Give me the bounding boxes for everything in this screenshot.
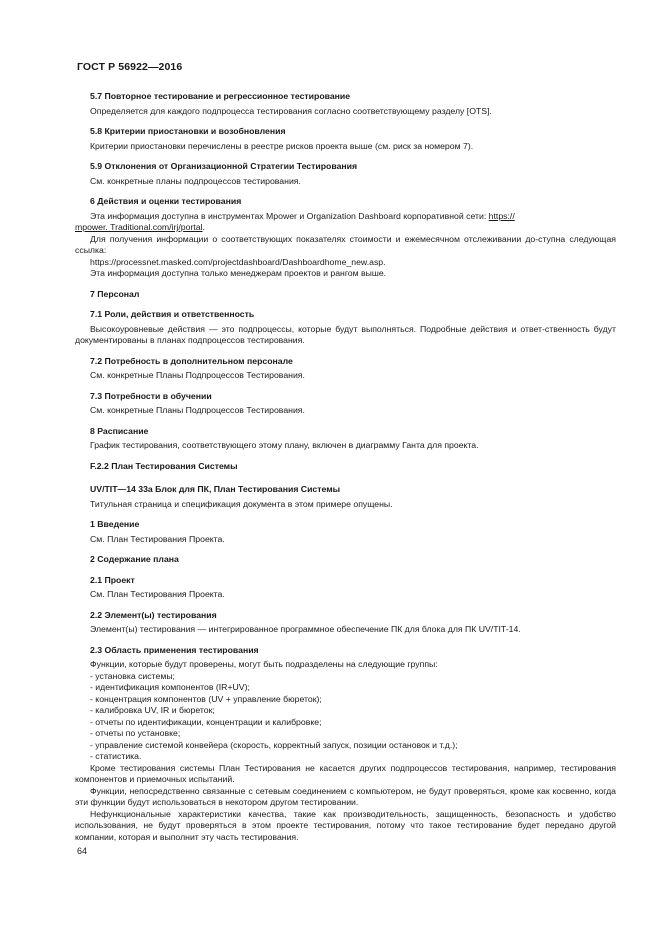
paragraph-2-3-p3-text: Нефункциональные характеристики качества, такие как производительность, защищенность, безопасность и удобство использования, не будут проверяться в этом проекте тестирования, потому что такое тестирование будет передано другой компании, которая и выполнит эту часть тестирования. (75, 808, 616, 842)
paragraph-7-2: См. конкретные Планы Подпроцессов Тестирования. (90, 370, 305, 380)
heading-2-1: 2.1 Проект (90, 574, 135, 585)
heading-2: 2 Содержание плана (90, 554, 179, 564)
paragraph-5-9: См. конкретные планы подпроцессов тестирования. (90, 175, 301, 186)
heading-7-2: 7.2 Потребность в дополнительном персонале (90, 355, 293, 366)
heading-uv-tit: UV/TIT—14 33a Блок для ПК, План Тестирования Системы (90, 484, 341, 494)
document-header: ГОСТ Р 56922—2016 (77, 61, 183, 73)
paragraph-6-2-text: Для получения информации о соответствующих показателях стоимости и ежемесячном отслеживании до-ступна следующая ссылка: (75, 233, 616, 255)
paragraph-8: График тестирования, соответствующего этому плану, включен в диаграмму Ганта для проекта. (90, 440, 479, 450)
paragraph-7-1-text: Высокоуровневые действия — это подпроцессы, которые будут выполняться. Подробные действия и ответ-ственность будут документированы в планах подпроцессов тестирования. (75, 323, 616, 345)
heading-5-9: 5.9 Отклонения от Организационной Стратегии Тестирования (90, 161, 358, 171)
paragraph-7-1 (75, 324, 616, 347)
paragraph-2-3-p1-text: Кроме тестирования системы План Тестирования не касается других подпроцессов тестирования, например, тестирования компонентов и приемочных испытаний. (75, 762, 616, 784)
list-item: - концентрация компонентов (UV + управление бюреток); (90, 693, 322, 704)
heading-7-1: 7.1 Роли, действия и ответственность (90, 309, 255, 319)
list-item: - управление системой конвейера (скорость, корректный запуск, позиции остановок и т.д.); (90, 739, 458, 750)
heading-2-2: 2.2 Элемент(ы) тестирования (90, 609, 217, 620)
list-item: - калибровка UV, IR и бюреток; (90, 705, 215, 715)
heading-5-7: 5.7 Повторное тестирование и регрессионное тестирование (90, 91, 351, 101)
paragraph-uv-tit: Титульная страница и спецификация документа в этом примере опущены. (90, 498, 393, 509)
list-item: - отчеты по установке; (90, 728, 181, 738)
paragraph-6-1-text: Эта информация доступна в инструментах Mpower и Organization Dashboard корпоративной сети: (90, 210, 489, 221)
heading-2-3: 2.3 Область применения тестирования (90, 644, 259, 655)
heading-6: 6 Действия и оценки тестирования (90, 196, 242, 206)
paragraph-2-3-p1 (75, 763, 616, 786)
paragraph-6-1-end: . (202, 222, 205, 232)
paragraph-6-3: https://processnet.masked.com/projectdashboard/Dashboardhome_new.asp. (90, 256, 386, 267)
list-item: - статистика. (90, 751, 142, 761)
paragraph-6-1-cont (75, 222, 616, 234)
paragraph-5-8: Критерии приостановки перечислены в реестре рисков проекта выше (см. риск за номером 7). (90, 140, 474, 151)
heading-f-2-2: F.2.2 План Тестирования Системы (90, 460, 238, 471)
paragraph-6-1 (90, 211, 616, 223)
mpower-link-part2[interactable]: mpower. Traditional.com/irj/portal (75, 222, 203, 232)
heading-1: 1 Введение (90, 519, 140, 529)
paragraph-2-3-p2 (75, 786, 616, 809)
heading-7: 7 Персонал (90, 288, 140, 299)
heading-7-3: 7.3 Потребности в обучении (90, 390, 212, 401)
paragraph-2-3-intro: Функции, которые будут проверены, могут быть подразделены на следующие группы: (90, 659, 438, 669)
mpower-link-part1[interactable]: https:// (488, 210, 515, 221)
paragraph-1: См. План Тестирования Проекта. (90, 533, 225, 544)
page-number: 64 (77, 846, 88, 856)
paragraph-6-4: Эта информация доступна только менеджерам проектов и рангом выше. (90, 268, 387, 278)
paragraph-5-7: Определяется для каждого подпроцесса тестирования согласно соответствующему разделу [OTS]. (90, 105, 492, 116)
list-item: - идентификация компонентов (IR+UV); (90, 682, 250, 692)
document-body (75, 91, 616, 843)
list-item: - отчеты по идентификации, концентрации и калибровке; (90, 716, 322, 727)
paragraph-2-2: Элемент(ы) тестирования — интегрированное программное обеспечение ПК для блока для ПК UV/TIT-14. (90, 624, 521, 634)
heading-8: 8 Расписание (90, 425, 149, 436)
paragraph-2-3-p3 (75, 809, 616, 844)
heading-5-8: 5.8 Критерии приостановки и возобновления (90, 126, 286, 136)
list-item: - установка системы; (90, 670, 175, 681)
paragraph-2-3-p2-text: Функции, непосредственно связанные с сетевым соединением с компьютером, не будут проверяться, кроме как косвенно, когда эти функции будут использоваться в некотором другом тестировании. (75, 785, 616, 807)
paragraph-7-3: См. конкретные Планы Подпроцессов Тестирования. (90, 405, 305, 415)
paragraph-2-1: См. План Тестирования Проекта. (90, 589, 225, 599)
paragraph-6-2 (75, 234, 616, 257)
